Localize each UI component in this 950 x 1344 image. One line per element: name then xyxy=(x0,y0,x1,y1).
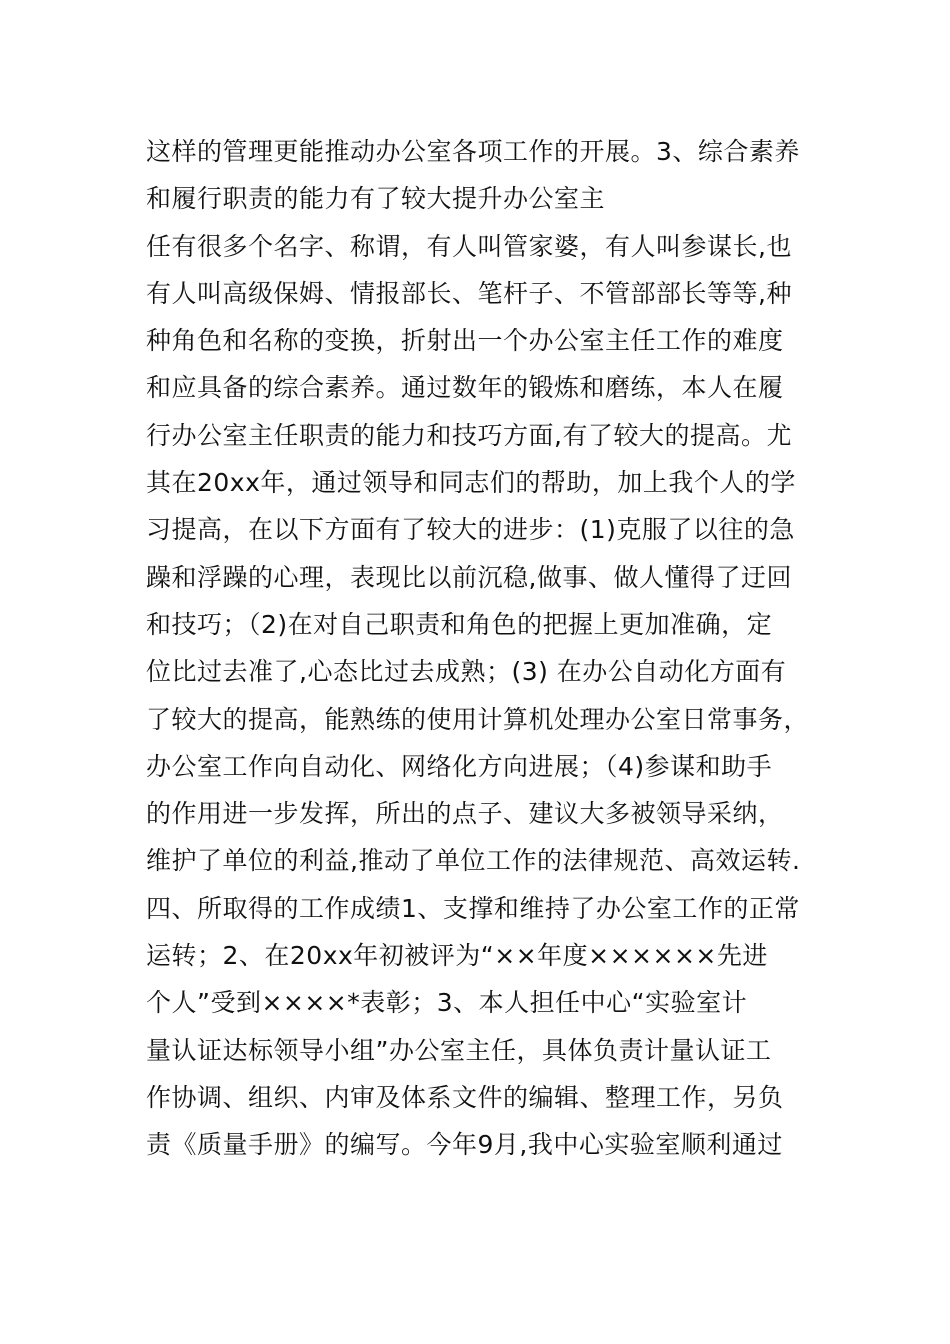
text-line: 办公室工作向自动化、网络化方向进展；（4)参谋和助手 xyxy=(146,751,773,781)
text-line: 四、所取得的工作成绩1、支撑和维持了办公室工作的正常 xyxy=(146,893,800,923)
text-line: 位比过去准了,心态比过去成熟；(3) 在办公自动化方面有 xyxy=(146,657,787,687)
text-line: 和应具备的综合素养。通过数年的锻炼和磨练，本人在履 xyxy=(146,373,784,403)
text-line: 任有很多个名字、称谓，有人叫管家婆，有人叫参谋长,也 xyxy=(146,231,792,261)
text-line: 了较大的提高，能熟练的使用计算机处理办公室日常事务， xyxy=(146,704,810,734)
text-line: 其在20xx年，通过领导和同志们的帮助，加上我个人的学 xyxy=(146,468,796,498)
text-line: 躁和浮躁的心理，表现比以前沉稳,做事、做人懂得了迂回 xyxy=(146,562,792,592)
text-line: 作协调、组织、内审及体系文件的编辑、整理工作，另负 xyxy=(146,1082,784,1112)
text-line: 运转；2、在20xx年初被评为“××年度××××××先进 xyxy=(146,941,768,971)
text-line: 的作用进一步发挥，所出的点子、建议大多被领导采纳， xyxy=(146,799,784,829)
text-line: 和履行职责的能力有了较大提升办公室主 xyxy=(146,184,606,214)
text-line: 维护了单位的利益,推动了单位工作的法律规范、高效运转. xyxy=(146,846,801,876)
text-line: 量认证达标领导小组”办公室主任，具体负责计量认证工 xyxy=(146,1035,772,1065)
text-line: 责《质量手册》的编写。今年9月,我中心实验室顺利通过 xyxy=(146,1130,783,1160)
text-line: 习提高，在以下方面有了较大的进步：(1)克服了以往的急 xyxy=(146,515,795,545)
text-line: 种角色和名称的变换，折射出一个办公室主任工作的难度 xyxy=(146,326,784,356)
text-line: 和技巧；（2)在对自己职责和角色的把握上更加准确，定 xyxy=(146,609,773,639)
body-text xyxy=(146,128,826,1169)
text-line: 行办公室主任职责的能力和技巧方面,有了较大的提高。尤 xyxy=(146,420,792,450)
text-line: 个人”受到××××*表彰；3、本人担任中心“实验室计 xyxy=(146,988,748,1018)
text-line: 这样的管理更能推动办公室各项工作的开展。3、综合素养 xyxy=(146,137,800,166)
text-line: 有人叫高级保姆、情报部长、笔杆子、不管部部长等等,种 xyxy=(146,278,792,308)
